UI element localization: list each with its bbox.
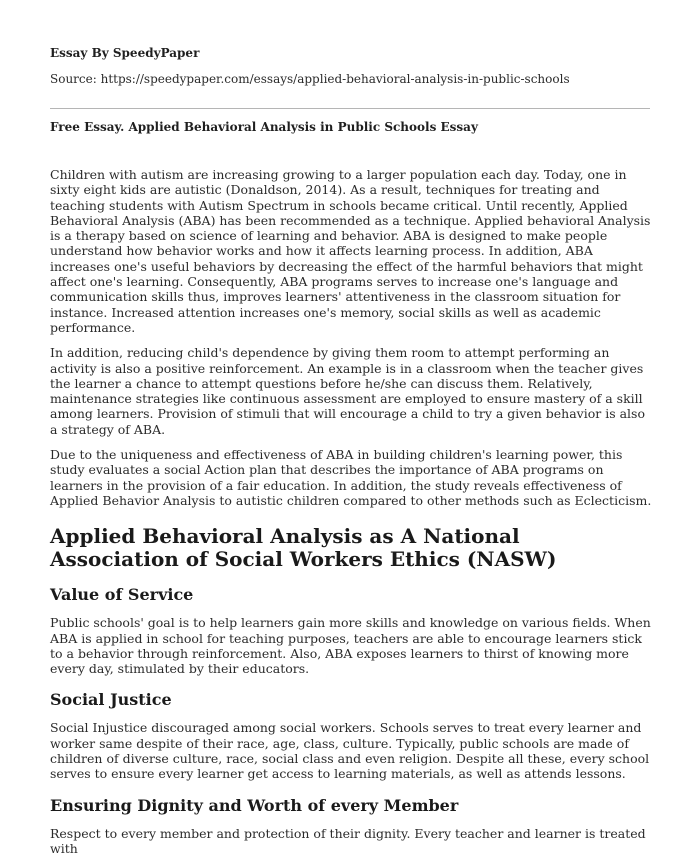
subsection-text-social-justice: Social Injustice discouraged among social workers. Schools serves to treat every learner and worker same despite of their race, age, class, culture. Typically, public schools are made of children of diverse culture, race, social class and even religion. Despite all these, every school serves to ensure every learner get access to learning materials, as well as attends lessons. [50,720,650,782]
brand-label: Essay By SpeedyPaper [50,46,200,60]
header-divider [50,108,650,109]
source-line[interactable]: Source: https://speedypaper.com/essays/applied-behavioral-analysis-in-public-schools [50,72,570,86]
subsection-heading-value-of-service: Value of Service [50,585,194,605]
intro-paragraph-3: Due to the uniqueness and effectiveness of ABA in building children's learning power, this study evaluates a social Action plan that describes the importance of ABA programs on learners in the provision of a fair education. In addition, the study reveals effectiveness of Applied Behavior Analysis to autistic children compared to other methods such as Eclecticism. [50,447,652,508]
intro-paragraph-1: Children with autism are increasing growing to a larger population each day. Today, one in sixty eight kids are autistic (Donaldson, 2014). As a result, techniques for treating and teaching students with Autism Spectrum in schools became critical. Until recently, Applied Behavioral Analysis (ABA) has been recommended as a technique. Applied behavioral Analysis is a therapy based on science of learning and behavior. ABA is designed to make people understand how behavior works and how it affects learning process. In addition, ABA increases one's useful behaviors by decreasing the effect of the harmful behaviors that might affect one's learning. Consequently, ABA programs serves to increase one's language and communication skills thus, improves learners' attentiveness in the classroom situation for instance. Increased attention increases one's memory, social skills as well as academic performance. [50,167,651,335]
essay-body [50,167,654,866]
subsection-heading-social-justice: Social Justice [50,690,172,710]
subsection-heading-dignity-and-worth: Ensuring Dignity and Worth of every Member [50,795,459,815]
subsection-text-value-of-service: Public schools' goal is to help learners gain more skills and knowledge on various fields. When ABA is applied in school for teaching purposes, teachers are able to encourage learners stick to a behavior through reinforcement. Also, ABA exposes learners to thirst of knowing more every day, stimulated by their educators. [50,615,651,677]
essay-title: Free Essay. Applied Behavioral Analysis in Public Schools Essay [50,120,478,134]
subsection-text-dignity-and-worth: Respect to every member and protection of their dignity. Every teacher and learner is treated with [50,825,646,856]
section-heading: Applied Behavioral Analysis as A National Association of Social Workers Ethics (NASW) [50,524,557,572]
intro-paragraph-2: In addition, reducing child's dependence by giving them room to attempt performing an activity is also a positive reinforcement. An example is in a classroom when the teacher gives the learner a chance to attempt questions before he/she can discuss them. Relatively, maintenance strategies like continuous assessment are employed to ensure mastery of a skill among learners. Provision of stimuli that will encourage a child to try a given behavior is also a strategy of ABA. [50,345,645,437]
